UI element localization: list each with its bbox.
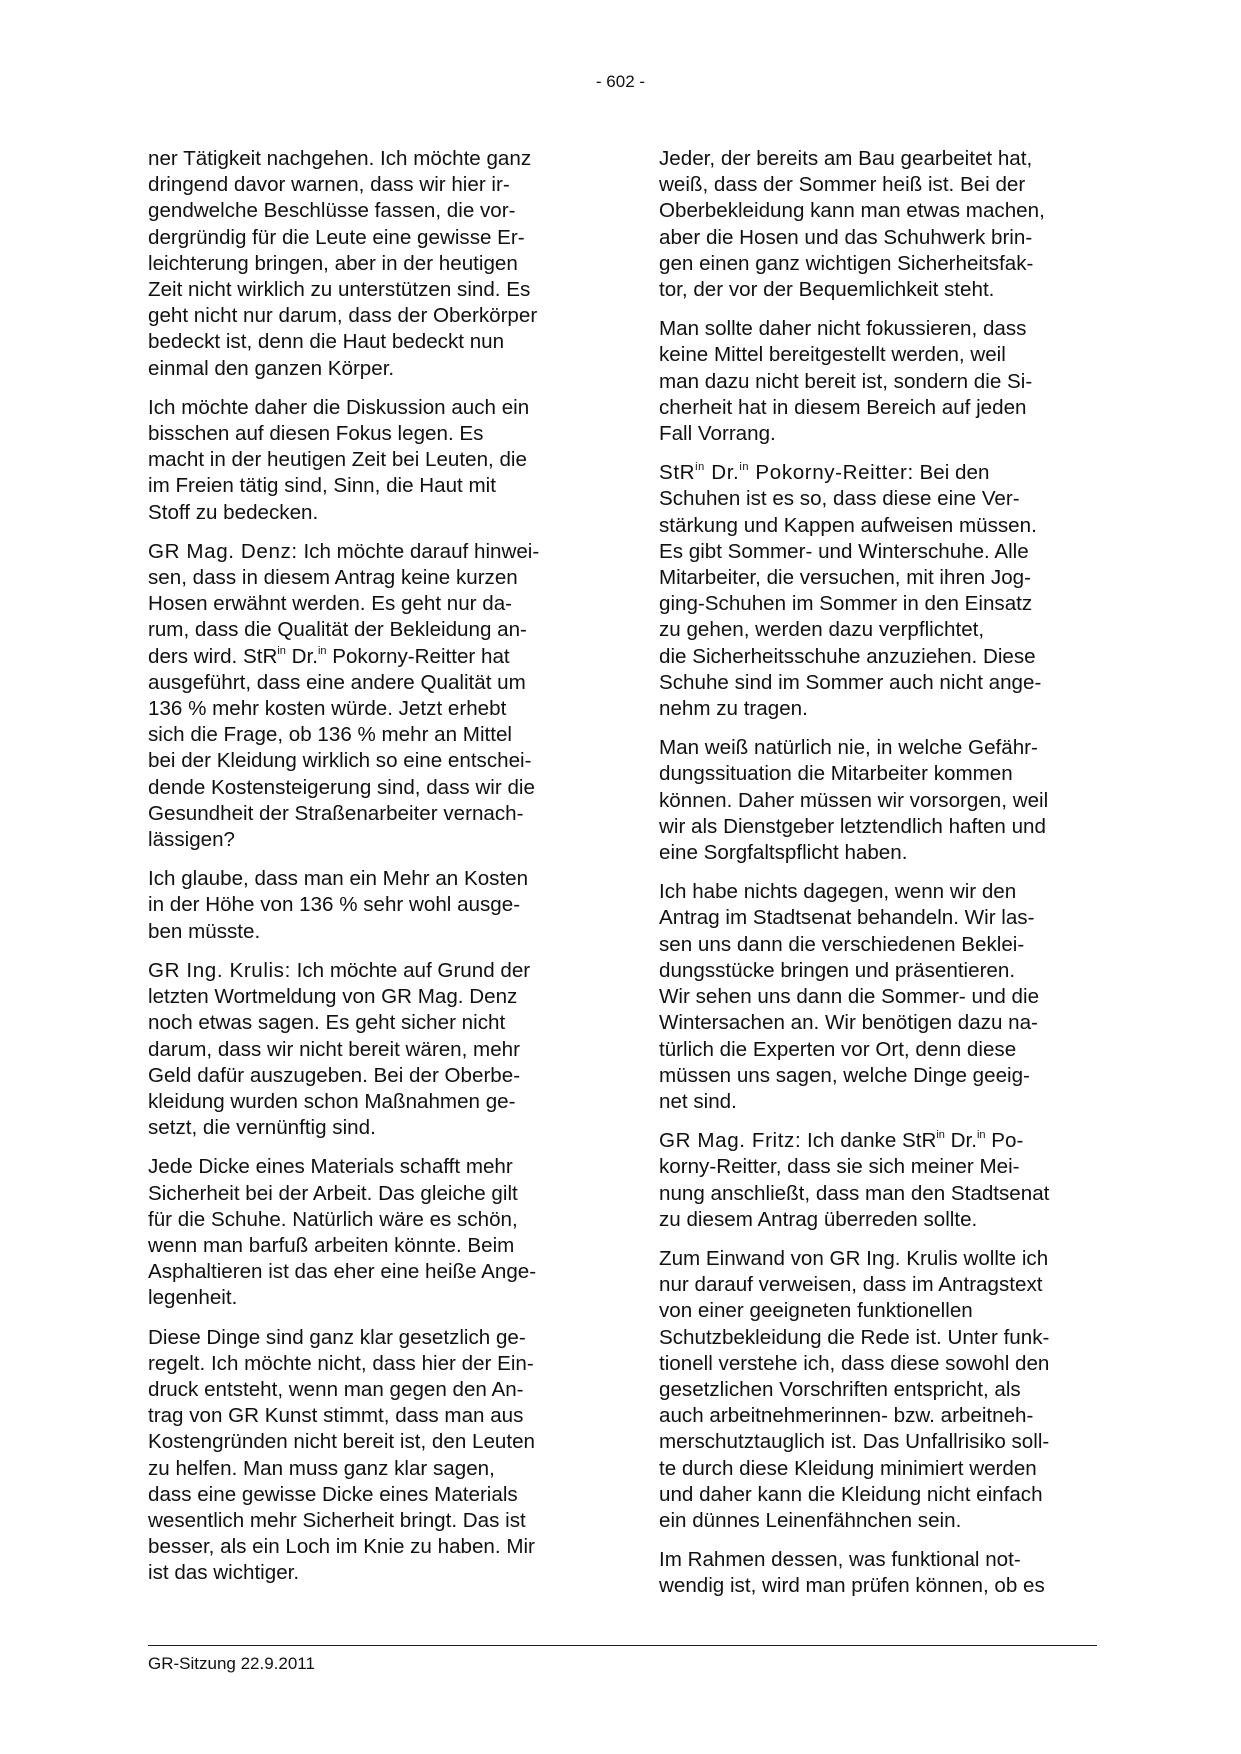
text-line: nung anschließt, dass man den Stadtsenat xyxy=(659,1181,1050,1205)
text-line: zu gehen, werden dazu verpflichtet, xyxy=(659,618,985,642)
text-line: dungssituation die Mitarbeiter kommen xyxy=(659,762,1013,786)
text-line: 136 % mehr kosten würde. Jetzt erhebt xyxy=(148,697,507,721)
text-line: Ich habe nichts dagegen, wenn wir den xyxy=(659,880,1017,904)
text-line: auch arbeitnehmerinnen- bzw. arbeitneh- xyxy=(659,1404,1034,1428)
paragraph xyxy=(148,1325,588,1587)
text-line: nur darauf verweisen, dass im Antragstext xyxy=(659,1273,1043,1297)
text-line: von einer geeigneten funktionellen xyxy=(659,1299,973,1323)
text-line: ein dünnes Leinenfähnchen sein. xyxy=(659,1508,962,1532)
text-line: Antrag im Stadtsenat behandeln. Wir las- xyxy=(659,906,1035,930)
text-line: ner Tätigkeit nachgehen. Ich möchte ganz xyxy=(148,147,532,170)
paragraph xyxy=(148,866,588,945)
text-line: lässigen? xyxy=(148,828,236,852)
paragraph xyxy=(659,879,1099,1115)
text-line: GR Ing. Krulis: Ich möchte auf Grund der xyxy=(148,958,531,982)
paragraph xyxy=(659,460,1099,722)
text-line: tor, der vor der Bequemlichkeit steht. xyxy=(659,278,995,302)
text-line: Oberbekleidung kann man etwas machen, xyxy=(659,199,1045,223)
text-line: bei der Kleidung wirklich so eine entschei- xyxy=(148,749,532,773)
text-line: gendwelche Beschlüsse fassen, die vor- xyxy=(148,199,516,223)
text-line: regelt. Ich möchte nicht, dass hier der Ein- xyxy=(148,1351,534,1375)
text-line: legenheit. xyxy=(148,1286,238,1310)
text-line: Diese Dinge sind ganz klar gesetzlich ge- xyxy=(148,1325,526,1349)
text-line: zu helfen. Man muss ganz klar sagen, xyxy=(148,1456,495,1480)
text-line: Wir sehen uns dann die Sommer- und die xyxy=(659,985,1040,1009)
text-line: GR Mag. Fritz: Ich danke StR$^{in}$ Dr.$^{in}$ Po- xyxy=(659,1129,1024,1153)
text-line: wendig ist, wird man prüfen können, ob es xyxy=(659,1574,1045,1598)
text-line: StR$^{in}$ Dr.$^{in}$ Pokorny-Reitter: Bei den xyxy=(659,461,990,485)
text-line: Jede Dicke eines Materials schafft mehr xyxy=(148,1155,513,1179)
text-line: Ich möchte daher die Diskussion auch ein xyxy=(148,395,530,419)
text-line: tionell verstehe ich, dass diese sowohl den xyxy=(659,1351,1050,1375)
text-line: Schuhen ist es so, dass diese eine Ver- xyxy=(659,487,1020,511)
text-line: weiß, dass der Sommer heiß ist. Bei der xyxy=(659,173,1026,197)
text-line: wenn man barfuß arbeiten könnte. Beim xyxy=(148,1233,515,1257)
text-line: kleidung wurden schon Maßnahmen ge- xyxy=(148,1089,516,1113)
text-line: dende Kostensteigerung sind, dass wir die xyxy=(148,775,535,799)
text-line: keine Mittel bereitgestellt werden, weil xyxy=(659,343,1006,367)
text-line: Man sollte daher nicht fokussieren, dass xyxy=(659,317,1027,341)
text-line: ben müsste. xyxy=(148,919,261,943)
text-line: Asphaltieren ist das eher eine heiße Ange- xyxy=(148,1260,537,1284)
text-line: Ich glaube, dass man ein Mehr an Kosten xyxy=(148,867,529,891)
right-column xyxy=(659,146,1099,1613)
text-line: gesetzlichen Vorschriften entspricht, als xyxy=(659,1377,1021,1401)
text-line: Im Rahmen dessen, was funktional not- xyxy=(659,1548,1021,1572)
paragraph xyxy=(659,1128,1099,1233)
text-line: korny-Reitter, dass sie sich meiner Mei- xyxy=(659,1155,1020,1179)
text-line: im Freien tätig sind, Sinn, die Haut mit xyxy=(148,474,496,498)
text-line: Hosen erwähnt werden. Es geht nur da- xyxy=(148,592,513,616)
text-line: Es gibt Sommer- und Winterschuhe. Alle xyxy=(659,539,1029,563)
text-line: Mitarbeiter, die versuchen, mit ihren Jog- xyxy=(659,566,1031,590)
text-line: eine Sorgfaltspflicht haben. xyxy=(659,841,908,865)
text-line: gen einen ganz wichtigen Sicherheitsfak- xyxy=(659,251,1034,275)
text-line: sich die Frage, ob 136 % mehr an Mittel xyxy=(148,723,513,747)
paragraph xyxy=(148,958,588,1141)
text-line: Schuhe sind im Sommer auch nicht ange- xyxy=(659,670,1042,694)
text-line: Sicherheit bei der Arbeit. Das gleiche gilt xyxy=(148,1181,518,1205)
text-line: sen uns dann die verschiedenen Beklei- xyxy=(659,932,1025,956)
text-line: man dazu nicht bereit ist, sondern die Si- xyxy=(659,369,1033,393)
text-line: ders wird. StR$^{in}$ Dr.$^{in}$ Pokorny-Reitter hat xyxy=(148,644,510,668)
text-line: noch etwas sagen. Es geht sicher nicht xyxy=(148,1011,506,1035)
paragraph xyxy=(659,1547,1099,1599)
text-line: wir als Dienstgeber letztendlich haften und xyxy=(659,814,1046,838)
text-line: zu diesem Antrag überreden sollte. xyxy=(659,1207,978,1231)
text-line: macht in der heutigen Zeit bei Leuten, die xyxy=(148,448,527,472)
text-line: darum, dass wir nicht bereit wären, mehr xyxy=(148,1037,520,1061)
text-line: besser, als ein Loch im Knie zu haben. Mir xyxy=(148,1535,535,1559)
text-line: bedeckt ist, denn die Haut bedeckt nun xyxy=(148,330,505,354)
text-line: dergründig für die Leute eine gewisse Er- xyxy=(148,225,525,249)
text-line: in der Höhe von 136 % sehr wohl ausge- xyxy=(148,893,521,917)
paragraph xyxy=(659,735,1099,866)
text-line: rum, dass die Qualität der Bekleidung an- xyxy=(148,618,527,642)
text-line: cherheit hat in diesem Bereich auf jeden xyxy=(659,395,1027,419)
text-line: Fall Vorrang. xyxy=(659,422,776,446)
speaker-name: StR$^{in}$ Dr.$^{in}$ Pokorny-Reitter: xyxy=(659,461,914,485)
text-line: ausgeführt, dass eine andere Qualität um xyxy=(148,670,526,694)
text-line: geht nicht nur darum, dass der Oberkörper xyxy=(148,304,538,328)
text-line: dringend davor warnen, dass wir hier ir- xyxy=(148,173,510,197)
text-line: und daher kann die Kleidung nicht einfach xyxy=(659,1482,1043,1506)
text-line: bisschen auf diesen Fokus legen. Es xyxy=(148,422,484,446)
text-line: dass eine gewisse Dicke eines Materials xyxy=(148,1482,518,1506)
text-line: für die Schuhe. Natürlich wäre es schön, xyxy=(148,1207,518,1231)
left-column xyxy=(148,146,588,1600)
text-line: dungsstücke bringen und präsentieren. xyxy=(659,958,1016,982)
paragraph xyxy=(148,395,588,526)
text-line: Jeder, der bereits am Bau gearbeitet hat, xyxy=(659,147,1033,170)
text-line: merschutztauglich ist. Das Unfallrisiko soll- xyxy=(659,1430,1050,1454)
text-line: Stoff zu bedecken. xyxy=(148,500,319,524)
speaker-name: GR Mag. Denz: xyxy=(148,539,298,563)
speaker-name: GR Mag. Fritz: xyxy=(659,1129,802,1153)
text-line: die Sicherheitsschuhe anzuziehen. Diese xyxy=(659,644,1036,668)
text-line: Gesundheit der Straßenarbeiter vernach- xyxy=(148,801,524,825)
text-line: Geld dafür auszugeben. Bei der Oberbe- xyxy=(148,1063,521,1087)
paragraph xyxy=(148,539,588,853)
text-line: leichterung bringen, aber in der heutigen xyxy=(148,251,518,275)
text-line: Kostengründen nicht bereit ist, den Leuten xyxy=(148,1430,535,1454)
text-line: aber die Hosen und das Schuhwerk brin- xyxy=(659,225,1033,249)
text-line: letzten Wortmeldung von GR Mag. Denz xyxy=(148,985,518,1009)
text-line: können. Daher müssen wir vorsorgen, weil xyxy=(659,788,1049,812)
paragraph xyxy=(659,316,1099,447)
text-line: einmal den ganzen Körper. xyxy=(148,356,395,380)
text-line: Man weiß natürlich nie, in welche Gefähr- xyxy=(659,736,1038,760)
text-line: sen, dass in diesem Antrag keine kurzen xyxy=(148,566,518,590)
paragraph xyxy=(148,1154,588,1311)
text-line: ist das wichtiger. xyxy=(148,1561,300,1585)
paragraph xyxy=(659,146,1099,303)
text-line: Zum Einwand von GR Ing. Krulis wollte ich xyxy=(659,1246,1049,1270)
text-line: ging-Schuhen im Sommer in den Einsatz xyxy=(659,592,1033,616)
text-line: stärkung und Kappen aufweisen müssen. xyxy=(659,513,1037,537)
text-line: GR Mag. Denz: Ich möchte darauf hinwei- xyxy=(148,539,540,563)
text-line: trag von GR Kunst stimmt, dass man aus xyxy=(148,1404,524,1428)
footer-divider xyxy=(148,1645,1097,1646)
text-line: druck entsteht, wenn man gegen den An- xyxy=(148,1377,524,1401)
page-number: - 602 - xyxy=(595,72,646,91)
text-line: türlich die Experten vor Ort, denn diese xyxy=(659,1037,1017,1061)
text-line: Zeit nicht wirklich zu unterstützen sind. Es xyxy=(148,278,531,302)
text-line: setzt, die vernünftig sind. xyxy=(148,1116,376,1140)
text-line: Wintersachen an. Wir benötigen dazu na- xyxy=(659,1011,1038,1035)
text-line: nehm zu tragen. xyxy=(659,697,808,721)
paragraph xyxy=(659,1246,1099,1534)
text-line: net sind. xyxy=(659,1089,737,1113)
text-line: te durch diese Kleidung minimiert werden xyxy=(659,1456,1037,1480)
speaker-name: GR Ing. Krulis: xyxy=(148,958,291,982)
text-line: müssen uns sagen, welche Dinge geeig- xyxy=(659,1063,1030,1087)
paragraph xyxy=(148,146,588,382)
text-line: wesentlich mehr Sicherheit bringt. Das ist xyxy=(148,1508,526,1532)
text-line: Schutzbekleidung die Rede ist. Unter funk- xyxy=(659,1325,1050,1349)
footer-session-date: GR-Sitzung 22.9.2011 xyxy=(148,1654,315,1673)
